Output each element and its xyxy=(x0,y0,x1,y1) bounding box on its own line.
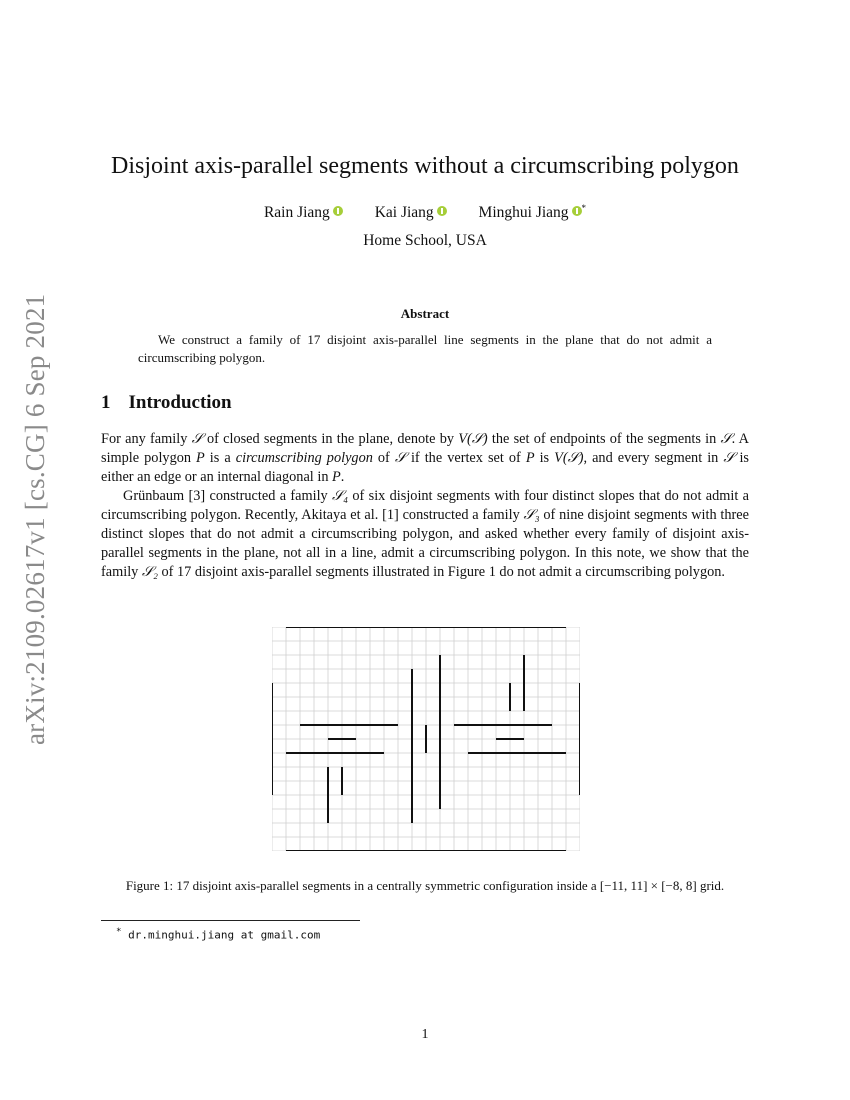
footnote xyxy=(116,926,320,942)
paragraph-2: Grünbaum [3] constructed a family 𝒮₄ of six disjoint segments with four distinct slopes that do not admit a circumscribing polygon. Recently, Akitaya et al. [1] constructed a family 𝒮₃ of nine disjoint segments with three distinct slopes that do not admit a circumscribing polygon, and asked whether every family of disjoint axis-parallel segments in the plane, not all in a line, admit a circumscribing polygon. In this note, we show that the family 𝒮₂ of 17 disjoint axis-parallel segments illustrated in Figure 1 do not admit a circumscribing polygon. xyxy=(101,488,749,580)
footnote-text: dr.minghui.jiang at gmail.com xyxy=(128,928,321,942)
author-name: Minghui Jiang xyxy=(478,204,569,222)
footnote-rule xyxy=(101,920,360,921)
section-heading xyxy=(101,392,232,414)
orcid-icon[interactable] xyxy=(333,206,343,216)
figure-segments-grid xyxy=(272,627,580,851)
figure-caption: Figure 1: 17 disjoint axis-parallel segments in a centrally symmetric configuration inside a [−11, 11] × [−8, 8] grid. xyxy=(125,878,725,893)
author xyxy=(479,203,587,222)
page-number: 1 xyxy=(421,1027,429,1042)
abstract-text: We construct a family of 17 disjoint axis-parallel line segments in the plane that do not admit a circumscribing polygon. xyxy=(138,332,712,365)
author-name: Kai Jiang xyxy=(374,204,434,222)
author-name: Rain Jiang xyxy=(263,204,330,222)
paragraph-1: For any family 𝒮 of closed segments in the plane, denote by V(𝒮) the set of endpoints of the segments in 𝒮. A simple polygon P is a circumscribing polygon of 𝒮 if the vertex set of P is V(𝒮), and every segment in 𝒮 is either an edge or an internal diagonal in P. xyxy=(101,431,750,485)
section-number: 1 xyxy=(101,392,111,413)
affiliation: Home School, USA xyxy=(363,232,487,249)
author xyxy=(375,204,447,222)
section-title: Introduction xyxy=(128,392,232,413)
author xyxy=(264,204,343,222)
orcid-icon[interactable] xyxy=(572,206,582,216)
orcid-icon[interactable] xyxy=(437,206,447,216)
footnote-mark: * xyxy=(116,926,122,937)
paper-title: Disjoint axis-parallel segments without a circumscribing polygon xyxy=(111,153,739,179)
arxiv-identifier: arXiv:2109.02617v1 [cs.CG] 6 Sep 2021 xyxy=(20,293,50,745)
footnote-mark: * xyxy=(581,203,587,213)
author-list xyxy=(0,203,850,222)
abstract-heading: Abstract xyxy=(400,306,450,321)
